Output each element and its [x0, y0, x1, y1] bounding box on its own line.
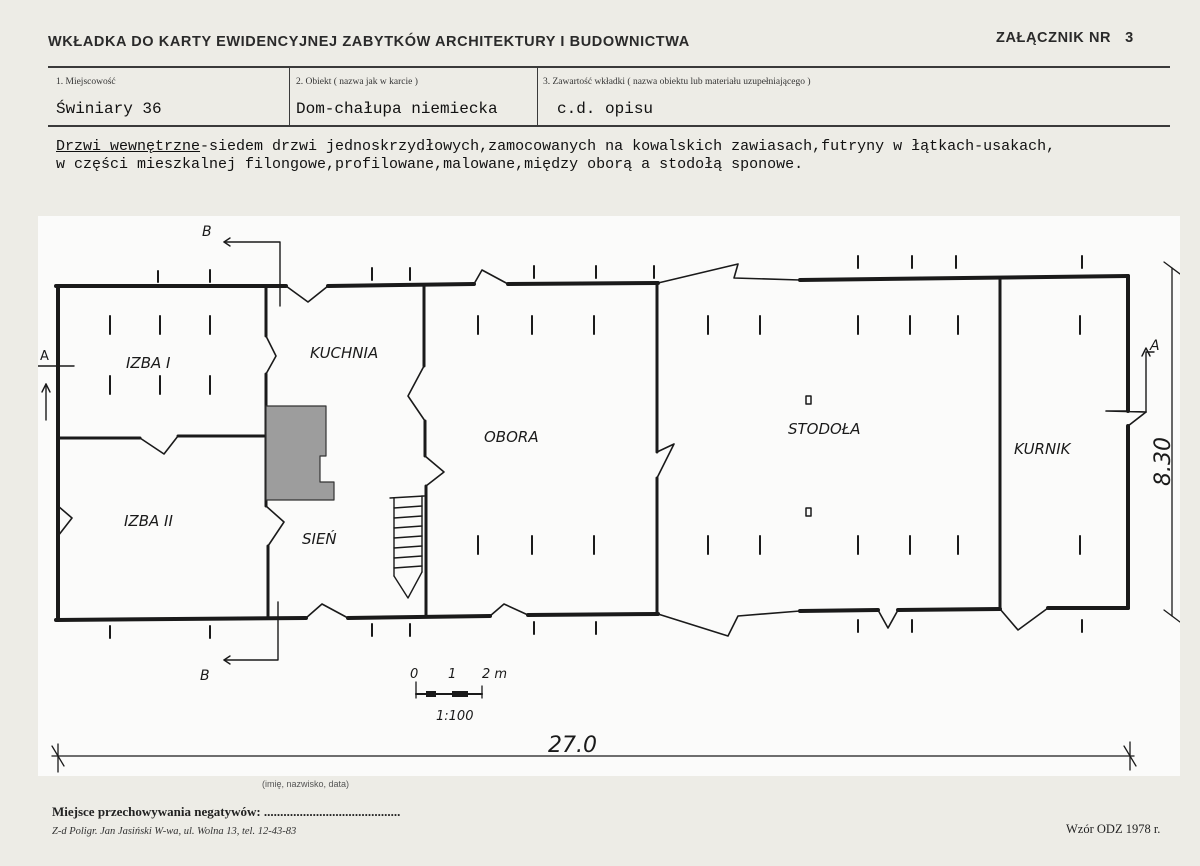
room-kuchnia: KUCHNIA — [310, 344, 379, 362]
description-line-1-rest: -siedem drzwi jednoskrzydłowych,zamocowanych na kowalskich zawiasach,futryny w łątkach-usakach, — [200, 138, 1056, 155]
stairs — [390, 496, 424, 598]
top-rule — [48, 66, 1170, 68]
object-value: Dom-chałupa niemiecka — [296, 100, 498, 118]
section-a-marks — [38, 348, 1154, 420]
content-label: 3. Zawartość wkładki ( nazwa obiektu lub materiału uzupełniającego ) — [543, 77, 811, 87]
room-stodola: STODOŁA — [788, 420, 861, 438]
outer-walls — [56, 276, 1128, 620]
door-swings — [58, 264, 1146, 636]
fields-bottom-rule — [48, 125, 1170, 127]
scale-tick-1: 1 — [448, 667, 457, 682]
scale-tick-0: 0 — [410, 667, 419, 682]
annex-number: 3 — [1125, 30, 1134, 46]
scale-tick-2: 2 m — [482, 667, 508, 682]
description-line-1 — [56, 138, 1176, 156]
field-divider-1 — [289, 67, 290, 126]
stove — [266, 406, 334, 500]
rafter-marks — [110, 256, 1082, 638]
length-dimension-label: 27.0 — [548, 733, 597, 758]
post-1 — [806, 396, 811, 404]
locality-value: Świniary 36 — [56, 100, 162, 118]
field-divider-2 — [537, 67, 538, 126]
object-label: 2. Obiekt ( nazwa jak w karcie ) — [296, 77, 418, 87]
form-title: WKŁADKA DO KARTY EWIDENCYJNEJ ZABYTKÓW ARCHITEKTURY I BUDOWNICTWA — [48, 34, 690, 50]
floor-plan — [38, 216, 1180, 776]
section-b-label-bottom: B — [200, 668, 210, 684]
post-2 — [806, 508, 811, 516]
section-a-label-left: A — [40, 349, 49, 364]
room-izba-2: IZBA II — [124, 512, 173, 530]
floor-plan-drawing — [38, 216, 1180, 776]
annex-label-text: ZAŁĄCZNIK NR — [996, 30, 1112, 46]
under-plan-caption: (imię, nazwisko, data) — [262, 779, 350, 789]
section-b-label-top: B — [202, 224, 212, 240]
locality-label: 1. Miejscowość — [56, 77, 116, 87]
room-izba-1: IZBA I — [126, 354, 171, 372]
description-heading: Drzwi wewnętrzne — [56, 138, 201, 155]
content-value: c.d. opisu — [557, 100, 654, 118]
scale-bar — [416, 682, 482, 698]
room-obora: OBORA — [484, 428, 539, 446]
room-sien: SIEŃ — [302, 530, 337, 548]
negatives-location-label: Miejsce przechowywania negatywów: .......................................... — [52, 804, 401, 819]
room-kurnik: KURNIK — [1014, 440, 1071, 458]
description-text — [56, 138, 1176, 174]
scale-ratio: 1:100 — [436, 709, 474, 724]
width-dimension-label: 8.30 — [1151, 437, 1176, 486]
printer-note: Z-d Poligr. Jan Jasiński W-wa, ul. Wolna 13, tel. 12-43-83 — [52, 826, 297, 837]
description-line-2: w części mieszkalnej filongowe,profilowane,malowane,między oborą a stodołą sponowe. — [56, 156, 804, 173]
section-a-label-right: A — [1150, 338, 1160, 354]
annex-label — [996, 30, 1134, 46]
form-model: Wzór ODZ 1978 r. — [1066, 822, 1161, 836]
